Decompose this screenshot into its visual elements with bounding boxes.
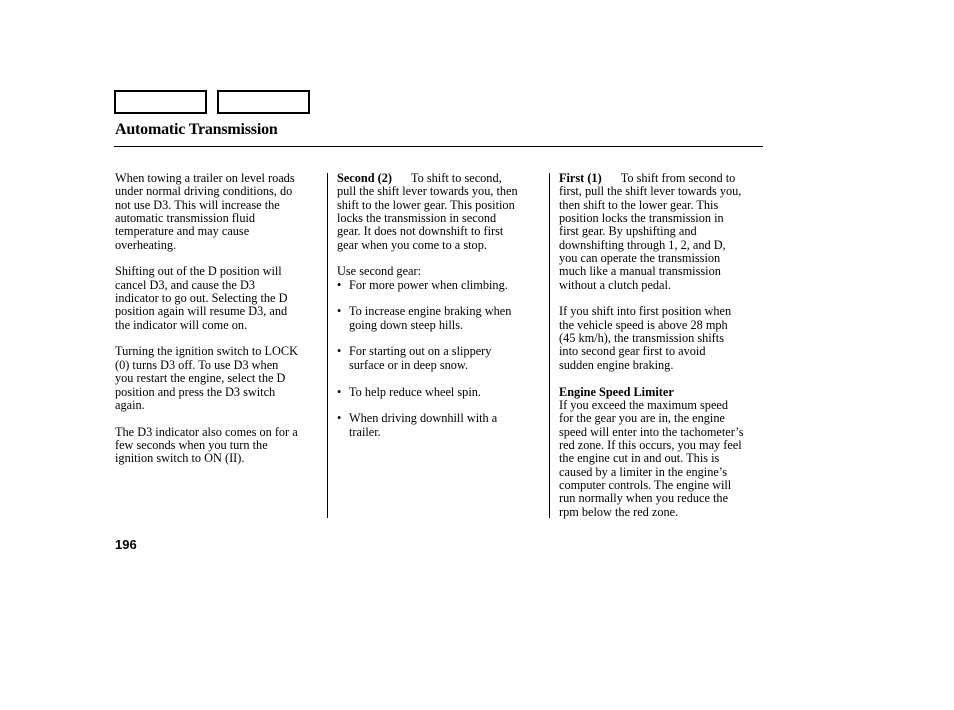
paragraph-first-gear (559, 172, 765, 292)
text-line: position and press the D3 switch (115, 384, 276, 399)
column-right (559, 172, 765, 519)
text-line: the engine cut in and out. This is (559, 451, 720, 466)
paragraph-engine-speed-limiter (559, 386, 765, 519)
text-line: temperature and may cause (115, 224, 250, 239)
title-rule (114, 146, 763, 147)
list-item (337, 279, 543, 292)
text-line: cancel D3, and cause the D3 (115, 277, 255, 292)
text-line: rpm below the red zone. (559, 504, 679, 519)
text-line: red zone. If this occurs, you may feel (559, 437, 742, 452)
text-line: caused by a limiter in the engine’s (559, 464, 728, 479)
list-item (337, 305, 543, 332)
use-second-gear-label: Use second gear: (337, 264, 421, 279)
text-line: under normal driving conditions, do (115, 184, 293, 199)
text-line: speed will enter into the tachometer’s (559, 424, 744, 439)
text-line: you restart the engine, select the D (115, 371, 286, 386)
text-line: The D3 indicator also comes on for a (115, 424, 298, 439)
text-line: Shifting out of the D position will (115, 264, 282, 279)
text-line: without a clutch pedal. (559, 277, 672, 292)
paragraph-towing (115, 172, 320, 252)
text-line: the vehicle speed is above 28 mph (559, 317, 728, 332)
text-line: overheating. (115, 237, 177, 252)
text-line: automatic transmission fluid (115, 211, 256, 226)
text-line: If you exceed the maximum speed (559, 397, 729, 412)
paragraph-ignition-lock (115, 345, 320, 412)
list-item-text: going down steep hills. (349, 317, 464, 332)
list-item-text: To increase engine braking when (349, 304, 512, 319)
text-line: When towing a trailer on level roads (115, 171, 295, 185)
text-line: for the gear you are in, the engine (559, 411, 725, 426)
column-divider-1 (327, 173, 328, 518)
text-line: then shift to the lower gear. This (559, 197, 719, 212)
text-line: gear. It does not downshift to first (337, 224, 504, 239)
text-line: first, pull the shift lever towards you, (559, 184, 742, 199)
column-left (115, 172, 320, 466)
text-line: To shift from second to (620, 171, 736, 185)
text-line: again. (115, 397, 145, 412)
bullet-icon: • (337, 411, 342, 426)
text-line: not use D3. This will increase the (115, 197, 280, 212)
list-item (337, 386, 543, 399)
bullet-icon: • (337, 344, 342, 359)
text-line: Turning the ignition switch to LOCK (115, 344, 298, 359)
text-line: computer controls. The engine will (559, 477, 732, 492)
text-line: shift to the lower gear. This position (337, 197, 515, 212)
text-line: ignition switch to ON (II). (115, 451, 245, 466)
page-title: Automatic Transmission (115, 121, 278, 138)
column-middle (337, 172, 543, 439)
text-line: first gear. By upshifting and (559, 224, 697, 239)
list-item-text: surface or in deep snow. (349, 357, 469, 372)
text-line: into second gear first to avoid (559, 344, 706, 359)
text-line: indicator to go out. Selecting the D (115, 291, 288, 306)
bullet-icon: • (337, 277, 342, 292)
column-divider-2 (549, 173, 550, 518)
text-line: locks the transmission in second (337, 211, 497, 226)
paragraph-d3-indicator (115, 426, 320, 466)
page-number: 196 (115, 537, 137, 552)
text-line: much like a manual transmission (559, 264, 721, 279)
text-line: position again will resume D3, and (115, 304, 288, 319)
list-item-text: For starting out on a slippery (349, 344, 492, 359)
text-line: (0) turns D3 off. To use D3 when (115, 357, 279, 372)
text-line: To shift to second, (411, 171, 502, 185)
paragraph-second-gear (337, 172, 543, 252)
bullet-icon: • (337, 384, 342, 399)
list-item (337, 345, 543, 372)
text-line: position locks the transmission in (559, 211, 724, 226)
paragraph-shifting-out (115, 265, 320, 332)
list-item (337, 412, 543, 439)
text-line: pull the shift lever towards you, then (337, 184, 518, 199)
text-line: downshifting through 1, 2, and D, (559, 237, 726, 252)
text-line: sudden engine braking. (559, 357, 674, 372)
engine-speed-limiter-heading: Engine Speed Limiter (559, 384, 674, 399)
text-line: gear when you come to a stop. (337, 237, 487, 252)
list-item-text: For more power when climbing. (349, 277, 508, 292)
text-line: few seconds when you turn the (115, 437, 268, 452)
text-line: (45 km/h), the transmission shifts (559, 331, 724, 346)
bullet-icon: • (337, 304, 342, 319)
text-line: you can operate the transmission (559, 251, 721, 266)
list-item-text: To help reduce wheel spin. (349, 384, 481, 399)
text-line: run normally when you reduce the (559, 491, 729, 506)
text-line: the indicator will come on. (115, 317, 248, 332)
paragraph-first-speed (559, 305, 765, 372)
second-gear-heading: Second (2) (337, 171, 392, 185)
list-item-text: When driving downhill with a (349, 411, 498, 426)
first-gear-heading: First (1) (559, 171, 602, 185)
list-item-text: trailer. (349, 424, 381, 439)
text-line: If you shift into first position when (559, 304, 732, 319)
nav-tab-box-right[interactable] (217, 90, 310, 114)
nav-tab-box-left[interactable] (114, 90, 207, 114)
